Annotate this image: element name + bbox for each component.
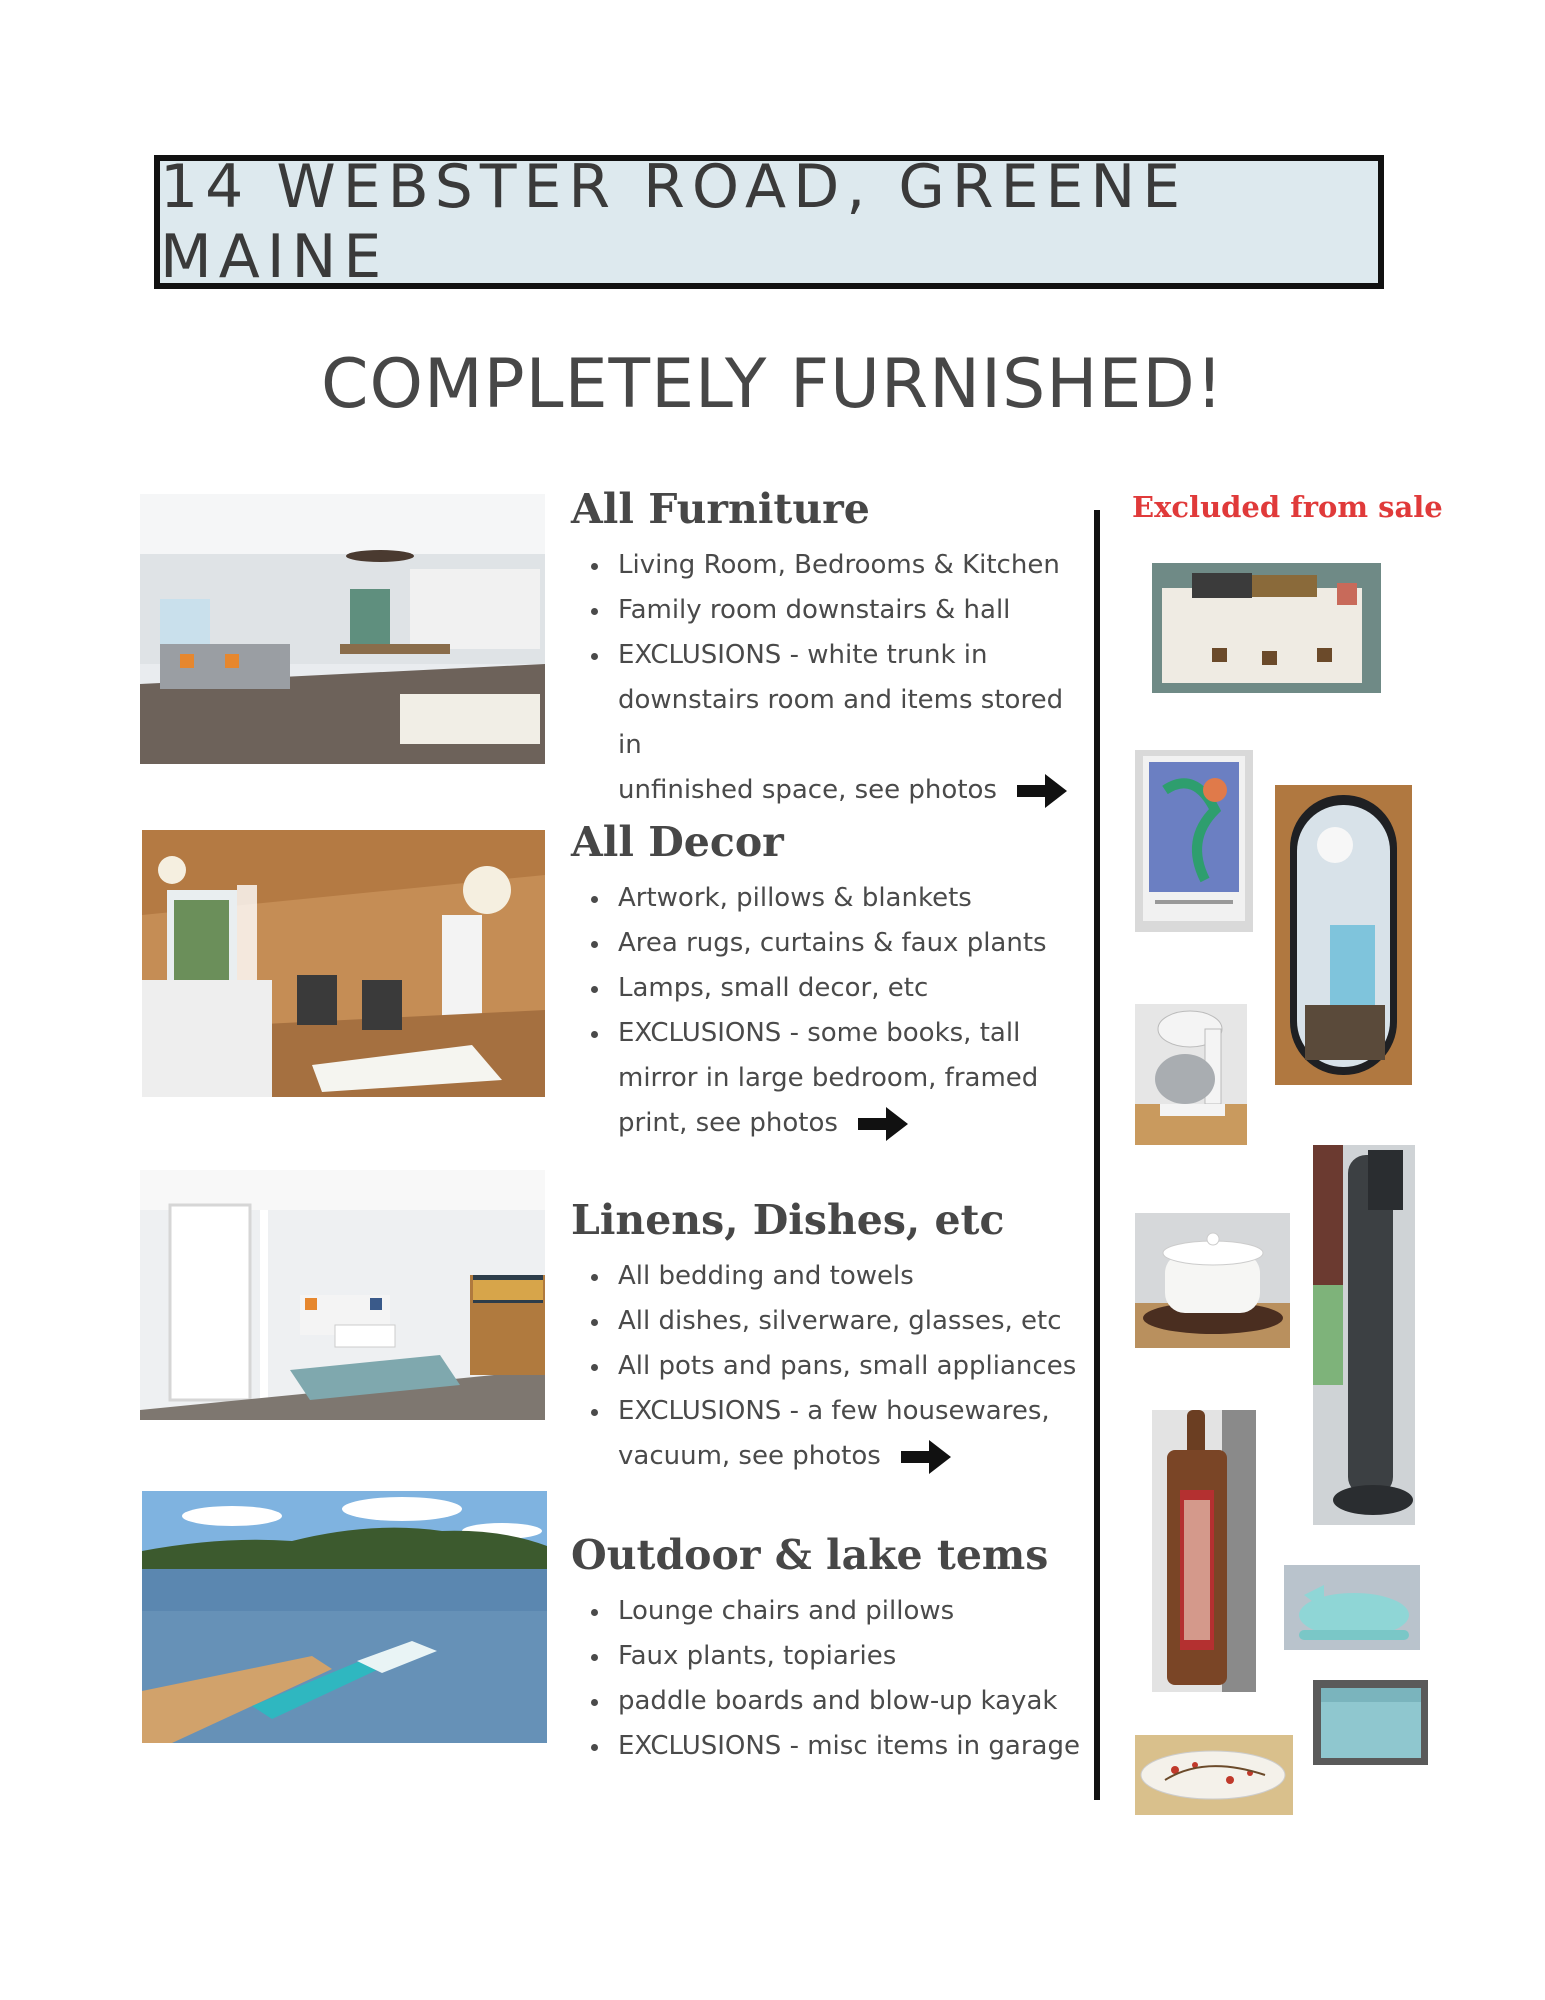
arrow-right-icon: [901, 1440, 951, 1474]
list-item: paddle boards and blow-up kayak: [618, 1679, 1091, 1724]
list-item: All pots and pans, small appliances: [618, 1344, 1091, 1389]
list-item: Family room downstairs & hall: [618, 588, 1091, 633]
list-item: All bedding and towels: [618, 1254, 1091, 1299]
list-item-continuation: unfinished space, see photos: [618, 768, 1091, 813]
arrow-right-icon: [1017, 774, 1067, 808]
vertical-divider: [1094, 510, 1100, 1800]
section-title: Outdoor & lake tems: [571, 1531, 1049, 1579]
list-item: Artwork, pillows & blankets: [618, 876, 1091, 921]
list-item: Lamps, small decor, etc: [618, 966, 1091, 1011]
list-item: All dishes, silverware, glasses, etc: [618, 1299, 1091, 1344]
list-item-continuation: vacuum, see photos: [618, 1434, 1091, 1479]
address-banner: 14 WEBSTER ROAD, GREENE MAINE: [154, 155, 1384, 289]
cutting-board-photo: [1152, 1410, 1256, 1692]
lake-photo: [142, 1491, 547, 1743]
vacuum-photo: [1313, 1145, 1415, 1525]
section-title: Linens, Dishes, etc: [571, 1196, 1005, 1244]
section-outdoor: [571, 1531, 1091, 1769]
list-item: EXCLUSIONS - a few housewares,: [618, 1389, 1091, 1434]
section-title: All Decor: [571, 818, 784, 866]
blue-box-photo: [1313, 1680, 1428, 1765]
list-item: EXCLUSIONS - misc items in garage: [618, 1724, 1091, 1769]
section-furniture: [571, 485, 1091, 813]
list-item: EXCLUSIONS - some books, tall: [618, 1011, 1091, 1056]
stand-mixer-photo: [1135, 1004, 1247, 1145]
page-headline: COMPLETELY FURNISHED!: [321, 345, 1224, 424]
list-item-continuation: downstairs room and items stored in: [618, 685, 1064, 760]
excluded-title: Excluded from sale: [1132, 490, 1443, 524]
arrow-right-icon: [858, 1107, 908, 1141]
list-item: Living Room, Bedrooms & Kitchen: [618, 543, 1091, 588]
section-title: All Furniture: [571, 485, 870, 533]
list-item: Faux plants, topiaries: [618, 1634, 1091, 1679]
tall-mirror-photo: [1275, 785, 1412, 1085]
living-room-photo: [140, 494, 545, 764]
list-item: EXCLUSIONS - white trunk in: [618, 633, 1091, 678]
white-trunk-photo: [1152, 563, 1381, 693]
list-item: Lounge chairs and pillows: [618, 1589, 1091, 1634]
family-room-photo: [140, 1170, 545, 1420]
white-pot-photo: [1135, 1213, 1290, 1348]
floral-platter-photo: [1135, 1735, 1293, 1815]
list-item-continuation: mirror in large bedroom, framed: [618, 1063, 1039, 1093]
bedroom-photo: [142, 830, 545, 1097]
whale-dish-photo: [1284, 1565, 1420, 1650]
list-item-continuation: print, see photos: [618, 1101, 1091, 1146]
framed-print-photo: [1135, 750, 1253, 932]
section-decor: [571, 818, 1091, 1146]
section-linens: [571, 1196, 1091, 1479]
list-item: Area rugs, curtains & faux plants: [618, 921, 1091, 966]
